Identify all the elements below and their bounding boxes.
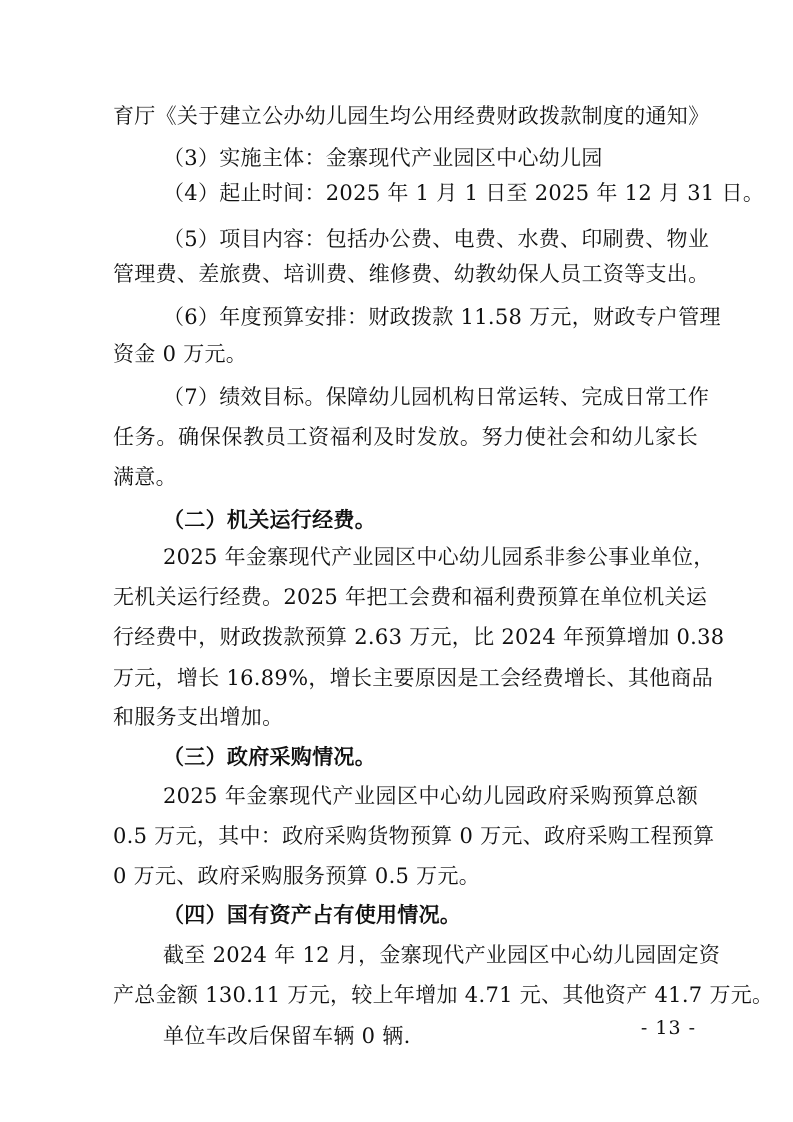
text-line: （6）年度预算安排：财政拨款 11.58 万元，财政专户管理 — [163, 305, 721, 329]
section-heading: （四）国有资产占有使用情况。 — [163, 902, 462, 927]
page-number: - 13 - — [640, 1017, 696, 1039]
text-line: 和服务支出增加。 — [113, 705, 284, 729]
text-line: 单位车改后保留车辆 0 辆. — [163, 1024, 411, 1048]
text-line: 管理费、差旅费、培训费、维修费、幼教幼保人员工资等支出。 — [113, 262, 710, 286]
text-line: 行经费中，财政拨款预算 2.63 万元，比 2024 年预算增加 0.38 — [113, 625, 725, 649]
text-line: 无机关运行经费。2025 年把工会费和福利费预算在单位机关运 — [113, 585, 708, 609]
text-line: 任务。确保保教员工资福利及时发放。努力使社会和幼儿家长 — [113, 425, 698, 449]
text-line: 育厅《关于建立公办幼儿园生均公用经费财政拨款制度的通知》 — [113, 104, 710, 128]
text-line: 0 万元、政府采购服务预算 0.5 万元。 — [113, 864, 481, 888]
text-line: （5）项目内容：包括办公费、电费、水费、印刷费、物业 — [163, 227, 710, 251]
text-line: 2025 年金寨现代产业园区中心幼儿园系非参公事业单位， — [163, 545, 715, 569]
text-line: 万元，增长 16.89%，增长主要原因是工会经费增长、其他商品 — [113, 666, 714, 690]
text-line: （4）起止时间：2025 年 1 月 1 日至 2025 年 12 月 31 日。 — [163, 181, 765, 205]
text-line: 0.5 万元，其中：政府采购货物预算 0 万元、政府采购工程预算 — [113, 824, 715, 848]
text-line: （7）绩效目标。保障幼儿园机构日常运转、完成日常工作 — [163, 385, 710, 409]
section-heading: （三）政府采购情况。 — [163, 744, 376, 769]
text-line: 产总金额 130.11 万元，较上年增加 4.71 元、其他资产 41.7 万元。 — [113, 983, 774, 1007]
text-line: 满意。 — [113, 465, 177, 489]
text-line: （3）实施主体：金寨现代产业园区中心幼儿园 — [163, 146, 603, 170]
text-line: 资金 0 万元。 — [113, 342, 248, 366]
section-heading: （二）机关运行经费。 — [163, 507, 376, 532]
text-line: 截至 2024 年 12 月，金寨现代产业园区中心幼儿园固定资 — [163, 943, 721, 967]
text-line: 2025 年金寨现代产业园区中心幼儿园政府采购预算总额 — [163, 784, 698, 808]
